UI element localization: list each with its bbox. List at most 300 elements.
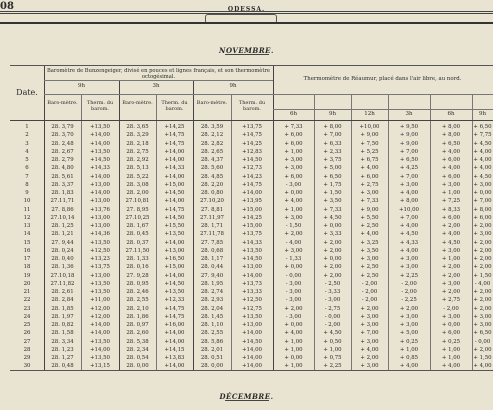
therm-3h-column	[156, 123, 193, 371]
table-cell: +13,50	[90, 289, 110, 295]
table-cell: + 7,25	[441, 198, 461, 205]
table-cell: + 4,00	[441, 231, 461, 238]
table-cell: 28. 0,00	[200, 363, 224, 370]
table-cell: +12,75	[242, 305, 262, 312]
table-cell: + 2,00	[473, 289, 492, 295]
table-cell: +13,00	[90, 198, 110, 205]
table-cell: +13,50	[90, 280, 110, 287]
table-cell: + 7,00	[399, 148, 419, 155]
table-cell: - 1,33	[285, 256, 302, 262]
table-cell: +14,50	[242, 256, 262, 262]
table-cell: +12,50	[90, 247, 110, 254]
table-cell: 27. 8,86	[51, 206, 74, 213]
table-cell: +13,50	[242, 313, 262, 320]
table-cell: + 3,00	[284, 157, 303, 163]
table-cell: 28. 0,68	[200, 247, 224, 254]
table-cell: +14,00	[242, 190, 262, 196]
table-cell: + 7,00	[473, 198, 492, 205]
table-cell: 27.11,82	[50, 280, 75, 287]
table-cell: 27. 9,44	[51, 239, 74, 246]
table-cell: 28. 0,00	[126, 363, 149, 370]
table-cell: +14,00	[90, 132, 110, 139]
table-cell: 27. 9,28	[126, 272, 149, 279]
table-cell: + 2,00	[473, 297, 492, 304]
table-cell: +14,33	[242, 239, 262, 246]
table-cell: + 1,00	[284, 148, 303, 155]
table-cell: + 5,25	[360, 148, 379, 155]
table-cell: 28. 2,84	[51, 297, 74, 304]
table-cell: +13,50	[90, 148, 110, 155]
table-cell: 28. 3,34	[51, 338, 74, 345]
table-cell: + 8,00	[441, 132, 461, 139]
table-cell: 28. 2,20	[200, 181, 224, 188]
table-cell: +15,00	[242, 223, 262, 229]
table-cell: +14,00	[164, 173, 185, 180]
table-cell: 28. 1,85	[51, 305, 74, 312]
table-cell: + 2,00	[284, 231, 303, 238]
table-cell: + 3,00	[473, 231, 492, 238]
table-cell: +13,50	[164, 231, 185, 238]
table-cell: + 6,50	[473, 330, 492, 337]
table-cell: + 8,33	[441, 206, 461, 213]
table-cell: + 9,00	[360, 132, 379, 139]
table-cell: 28. 1,58	[51, 330, 74, 337]
table-cell: + 9,00	[399, 132, 419, 139]
table-cell: + 6,00	[360, 173, 379, 180]
table-cell: + 0,25	[441, 338, 461, 345]
table-cell: +12,00	[90, 313, 110, 320]
table-cell: 28. 2,04	[200, 305, 224, 312]
table-cell: +15,00	[164, 181, 185, 188]
table-cell: 14	[23, 231, 31, 238]
table-cell: + 3,00	[473, 181, 492, 188]
table-cell: 27.10,18	[50, 272, 75, 279]
table-cell: 28. 2,74	[200, 289, 224, 295]
table-cell: + 4,00	[473, 148, 492, 155]
table-cell: +14,50	[242, 157, 262, 163]
table-cell: +12,73	[242, 165, 262, 172]
table-cell: + 0,00	[284, 322, 303, 328]
table-cell: + 4,00	[441, 363, 461, 370]
air-6h-evening-column	[430, 123, 472, 371]
month-underline	[225, 54, 269, 55]
table-cell: 28. 0,95	[126, 280, 149, 287]
barometer-9h-evening-column	[193, 123, 231, 371]
table-cell: + 3,00	[441, 247, 461, 254]
table-cell: +14,33	[90, 165, 110, 172]
air-12h-column	[351, 123, 388, 371]
table-cell: + 9,00	[360, 206, 379, 213]
table-cell: + 0,00	[473, 190, 492, 196]
table-cell: 28. 2,60	[126, 330, 149, 337]
thermo-hour-6h: 6h	[289, 111, 298, 117]
table-cell: 28. 1,97	[51, 313, 74, 320]
table-cell: + 3,00	[399, 322, 419, 328]
table-cell: +14,36	[90, 231, 110, 238]
table-cell: + 4,00	[399, 223, 419, 229]
table-cell: +14,00	[242, 346, 262, 353]
table-cell: +13,75	[90, 264, 110, 271]
table-cell: + 2,00	[441, 272, 461, 279]
barometer-3h-column	[119, 123, 156, 371]
table-cell: + 3,00	[360, 322, 379, 328]
table-cell: 28. 1,45	[200, 313, 224, 320]
table-cell: +14,00	[90, 346, 110, 353]
table-cell: 28. 2,82	[200, 140, 224, 147]
table-cell: 28. 2,46	[126, 289, 149, 295]
table-cell: 28. 0,24	[51, 247, 74, 254]
table-cell: 28. 0,16	[126, 264, 149, 271]
table-cell: +15,00	[242, 206, 262, 213]
table-cell: + 3,00	[473, 322, 492, 328]
table-cell: +14,15	[164, 346, 185, 353]
sub-barometre-2: Baro-mètre.	[122, 100, 153, 106]
table-cell: +13,33	[242, 289, 262, 295]
table-cell: +14,75	[164, 206, 185, 213]
table-cell: +13,00	[90, 223, 110, 229]
table-cell: + 8,00	[473, 206, 492, 213]
table-cell: 27.10,20	[199, 198, 224, 205]
table-cell: + 2,00	[473, 256, 492, 262]
table-cell: - 2,00	[324, 322, 341, 328]
table-cell: 28. 4,85	[200, 173, 224, 180]
table-cell: + 2,25	[399, 272, 419, 279]
table-cell: 28. 2,75	[126, 148, 149, 155]
table-cell: + 1,50	[473, 272, 492, 279]
table-cell: - 0,00	[474, 338, 491, 345]
table-cell: 28. 0,51	[200, 355, 224, 361]
table-cell: +12,83	[242, 148, 262, 155]
table-cell: + 2,00	[360, 305, 379, 312]
table-cell: + 7,00	[323, 132, 342, 139]
table-cell: 27.11,78	[199, 231, 224, 238]
table-cell: +14,33	[164, 165, 185, 172]
table-cell: 25	[23, 322, 31, 328]
table-cell: + 6,00	[284, 132, 303, 139]
table-cell: 28. 2,10	[126, 305, 149, 312]
table-cell: + 3,00	[360, 363, 379, 370]
table-cell: - 3,00	[285, 313, 302, 320]
sub-barometre-3: Baro-mètre.	[196, 100, 228, 106]
table-cell: + 2,00	[473, 239, 492, 246]
table-cell: +14,00	[164, 272, 185, 279]
table-cell: + 2,00	[323, 264, 342, 271]
table-cell: +13,00	[90, 272, 110, 279]
table-cell: 28. 2,67	[51, 148, 74, 155]
table-cell: +14,00	[242, 272, 262, 279]
table-cell: 29	[23, 355, 31, 361]
table-cell: +16,50	[164, 256, 185, 262]
table-cell: +13,00	[242, 264, 262, 271]
table-cell: 28. 2,01	[200, 346, 224, 353]
table-cell: + 1,00	[284, 206, 303, 213]
table-cell: + 4,00	[399, 190, 419, 196]
table-cell: 27. 7,85	[200, 239, 224, 246]
sub-therm-2: Therm. du barom.	[161, 100, 188, 112]
table-cell: + 4,50	[323, 330, 342, 337]
table-cell: 28. 3,70	[51, 132, 74, 139]
table-cell: + 2,00	[473, 247, 492, 254]
table-cell: + 5,50	[360, 214, 379, 221]
thermometer-title: Thermomètre de Réaumur, placé dans l'air libre, au nord.	[303, 76, 462, 82]
table-cell: + 1,00	[441, 256, 461, 262]
table-cell: - 2,00	[361, 297, 378, 304]
date-column	[10, 123, 44, 371]
table-cell: + 7,50	[360, 140, 379, 147]
table-cell: 28. 3,08	[126, 181, 149, 188]
table-cell: + 4,00	[441, 148, 461, 155]
table-cell: 21	[23, 289, 31, 295]
table-cell: 28. 1,27	[51, 355, 74, 361]
table-cell: 4	[25, 148, 29, 155]
table-cell: +14,00	[164, 239, 185, 246]
table-cell: +16,00	[164, 322, 185, 328]
table-cell: + 4,50	[473, 173, 492, 180]
table-cell: + 2,50	[360, 264, 379, 271]
next-month-heading: DÉCEMBRE.	[219, 392, 274, 401]
table-cell: + 6,00	[441, 157, 461, 163]
table-cell: 27.11,97	[199, 214, 224, 221]
table-cell: + 6,50	[399, 157, 419, 163]
table-cell: + 6,00	[441, 214, 461, 221]
table-cell: +14,50	[90, 157, 110, 163]
table-cell: + 4,00	[284, 198, 303, 205]
table-cell: + 3,00	[284, 214, 303, 221]
table-cell: +14,50	[164, 190, 185, 196]
hour-9h-evening-baro: 9h	[229, 83, 237, 89]
table-cell: +14,00	[164, 157, 185, 163]
table-cell: + 3,00	[441, 313, 461, 320]
table-cell: 28. 0,44	[200, 264, 224, 271]
table-cell: +14,00	[242, 355, 262, 361]
air-9h-column	[314, 123, 351, 371]
table-cell: +13,83	[164, 355, 185, 361]
table-cell: - 2,00	[361, 280, 378, 287]
table-cell: +14,00	[90, 140, 110, 147]
table-cell: 28. 0,54	[126, 355, 149, 361]
table-cell: 10	[23, 198, 31, 205]
table-cell: 28. 1,86	[126, 313, 149, 320]
table-cell: + 2,00	[360, 355, 379, 361]
table-cell: + 6,00	[473, 214, 492, 221]
table-cell: + 5,00	[323, 165, 342, 172]
table-cell: + 4,00	[284, 330, 303, 337]
table-cell: + 3,00	[360, 338, 379, 345]
table-cell: +14,00	[242, 330, 262, 337]
table-cell: + 8,00	[441, 124, 461, 130]
table-cell: + 6,00	[441, 173, 461, 180]
table-cell: 6	[25, 165, 29, 172]
table-cell: +14,75	[164, 305, 185, 312]
table-cell: 28. 4,80	[51, 165, 74, 172]
table-cell: 28. 5,22	[126, 173, 149, 180]
table-cell: +14,00	[90, 330, 110, 337]
hour-9h-baro: 9h	[77, 83, 86, 89]
thermo-hour-3h: 3h	[405, 111, 413, 117]
table-cell: 28. 2,92	[126, 157, 149, 163]
table-cell: + 0,00	[284, 355, 303, 361]
table-cell: + 3,00	[360, 313, 379, 320]
table-cell: + 7,75	[473, 132, 492, 139]
table-cell: - 3,33	[324, 289, 341, 295]
table-cell: + 2,00	[441, 223, 461, 229]
table-cell: + 2,75	[360, 181, 379, 188]
table-cell: + 3,00	[473, 313, 492, 320]
table-cell: + 1,00	[284, 338, 303, 345]
table-cell: 27.11,50	[125, 247, 150, 254]
table-cell: 20	[23, 280, 31, 287]
table-cell: + 3,00	[399, 313, 419, 320]
table-cell: + 2,00	[441, 264, 461, 271]
table-cell: +14,00	[242, 363, 262, 370]
table-cell: - 4,00	[474, 280, 491, 287]
table-cell: - 4,00	[285, 239, 302, 246]
table-cell: +14,50	[164, 280, 185, 287]
table-cell: 15	[23, 239, 31, 246]
table-cell: + 0,00	[323, 223, 342, 229]
table-cell: +14,00	[164, 198, 185, 205]
table-cell: + 1,75	[323, 181, 342, 188]
table-cell: +14,50	[242, 338, 262, 345]
table-cell: 28. 0,40	[51, 256, 74, 262]
table-cell: +14,00	[164, 363, 185, 370]
table-cell: +12,00	[90, 305, 110, 312]
table-cell: +14,00	[90, 322, 110, 328]
table-cell: + 5,00	[399, 330, 419, 337]
table-cell: 28. 3,29	[126, 132, 149, 139]
table-cell: 17	[23, 256, 31, 262]
table-cell: +13,76	[90, 206, 110, 213]
table-cell: 28. 5,86	[200, 338, 224, 345]
sub-therm-3: Therm. du barom.	[238, 100, 266, 112]
table-cell: + 3,00	[441, 181, 461, 188]
table-cell: + 3,50	[323, 198, 342, 205]
table-cell: +13,00	[90, 214, 110, 221]
table-cell: 28. 1,83	[51, 190, 74, 196]
table-cell: 23	[23, 305, 31, 312]
table-cell: + 2,00	[399, 305, 419, 312]
table-cell: - 2,00	[361, 289, 378, 295]
table-cell: +14,75	[242, 181, 262, 188]
table-cell: + 7,00	[399, 173, 419, 180]
table-cell: 27. 9,40	[200, 272, 224, 279]
table-cell: + 7,33	[323, 206, 342, 213]
table-cell: + 3,00	[284, 247, 303, 254]
table-cell: +15,00	[164, 264, 185, 271]
table-cell: 28. 5,38	[126, 338, 149, 345]
table-cell: + 3,00	[441, 280, 461, 287]
table-cell: 28. 5,13	[126, 165, 149, 172]
sub-therm-1: Therm. du barom.	[86, 100, 114, 112]
table-cell: - 2,00	[401, 280, 417, 287]
table-cell: +14,25	[242, 214, 262, 221]
sub-barometre-1: Baro-mètre.	[47, 100, 78, 106]
table-cell: - 2,00	[443, 305, 459, 312]
table-cell: 28. 3,37	[51, 181, 74, 188]
table-cell: 24	[23, 313, 31, 320]
table-cell: + 1,00	[284, 363, 303, 370]
table-cell: 28. 0,45	[126, 231, 149, 238]
table-cell: + 4,50	[323, 214, 342, 221]
air-9h-evening-column	[472, 123, 493, 371]
table-cell: + 2,00	[323, 239, 342, 246]
table-cell: +13,75	[242, 124, 262, 130]
table-cell: + 4,50	[399, 231, 419, 238]
table-cell: 27. 8,81	[200, 206, 224, 213]
table-cell: - 0,00	[285, 272, 302, 279]
table-cell: +13,00	[164, 247, 185, 254]
table-cell: - 2,00	[401, 289, 417, 295]
table-cell: + 2,00	[473, 346, 492, 353]
table-cell: + 4,25	[399, 165, 419, 172]
table-cell: - 3,00	[324, 297, 341, 304]
table-cell: 28. 1,71	[200, 223, 224, 229]
table-cell: + 4,00	[360, 231, 379, 238]
table-cell: 28. 1,36	[51, 264, 74, 271]
air-3h-column	[388, 123, 430, 371]
table-cell: + 7,00	[399, 214, 419, 221]
table-cell: 28. 1,67	[126, 223, 149, 229]
table-cell: +14,00	[90, 173, 110, 180]
table-cell: 28. 0,82	[51, 322, 74, 328]
table-cell: 28. 1,25	[51, 223, 74, 229]
table-cell: + 2,00	[284, 305, 303, 312]
table-cell: +13,50	[164, 289, 185, 295]
table-cell: + 6,00	[284, 173, 303, 180]
table-cell: 28	[23, 346, 31, 353]
table-cell: + 2,75	[441, 297, 461, 304]
table-cell: 28. 0,48	[51, 363, 74, 370]
table-cell: 27. 8,95	[126, 206, 149, 213]
weather-table	[10, 65, 493, 371]
table-cell: 27.10,81	[125, 198, 150, 205]
table-cell: 28. 0,80	[200, 190, 224, 196]
table-cell: + 0,00	[441, 322, 461, 328]
table-cell: + 4,00	[399, 363, 419, 370]
table-cell: 28. 4,37	[200, 157, 224, 163]
table-cell: + 6,00	[284, 140, 303, 147]
table-cell: + 3,75	[323, 157, 342, 163]
table-cell: + 1,50	[473, 355, 492, 361]
table-cell: + 6,33	[323, 140, 342, 147]
table-cell: - 0,00	[324, 313, 341, 320]
table-cell: + 4,00	[360, 165, 379, 172]
table-cell: 3	[25, 140, 29, 147]
table-cell: + 8,00	[399, 198, 419, 205]
table-cell: +14,75	[164, 132, 185, 139]
table-cell: +13,75	[242, 231, 262, 238]
table-cell: 28. 2,79	[51, 157, 74, 163]
table-cell: - 3,00	[285, 297, 302, 304]
table-cell: + 4,50	[473, 140, 492, 147]
table-cell: + 4,33	[399, 239, 419, 246]
page-title: ODESSA.	[227, 6, 266, 13]
table-cell: 28. 2,00	[126, 190, 149, 196]
table-cell: + 0,25	[399, 338, 419, 345]
table-cell: 28. 0,97	[126, 322, 149, 328]
table-cell: + 2,25	[323, 363, 342, 370]
table-cell: + 4,00	[473, 165, 492, 172]
table-cell: + 6,00	[441, 330, 461, 337]
table-cell: +12,33	[164, 297, 185, 304]
table-cell: 28. 0,37	[126, 239, 149, 246]
table-cell: + 1,00	[323, 346, 342, 353]
table-cell: + 3,00	[284, 165, 303, 172]
table-cell: 28. 1,23	[51, 346, 74, 353]
table-cell: + 1,00	[441, 190, 461, 196]
table-cell: + 6,75	[360, 157, 379, 163]
table-cell: +15,50	[164, 223, 185, 229]
